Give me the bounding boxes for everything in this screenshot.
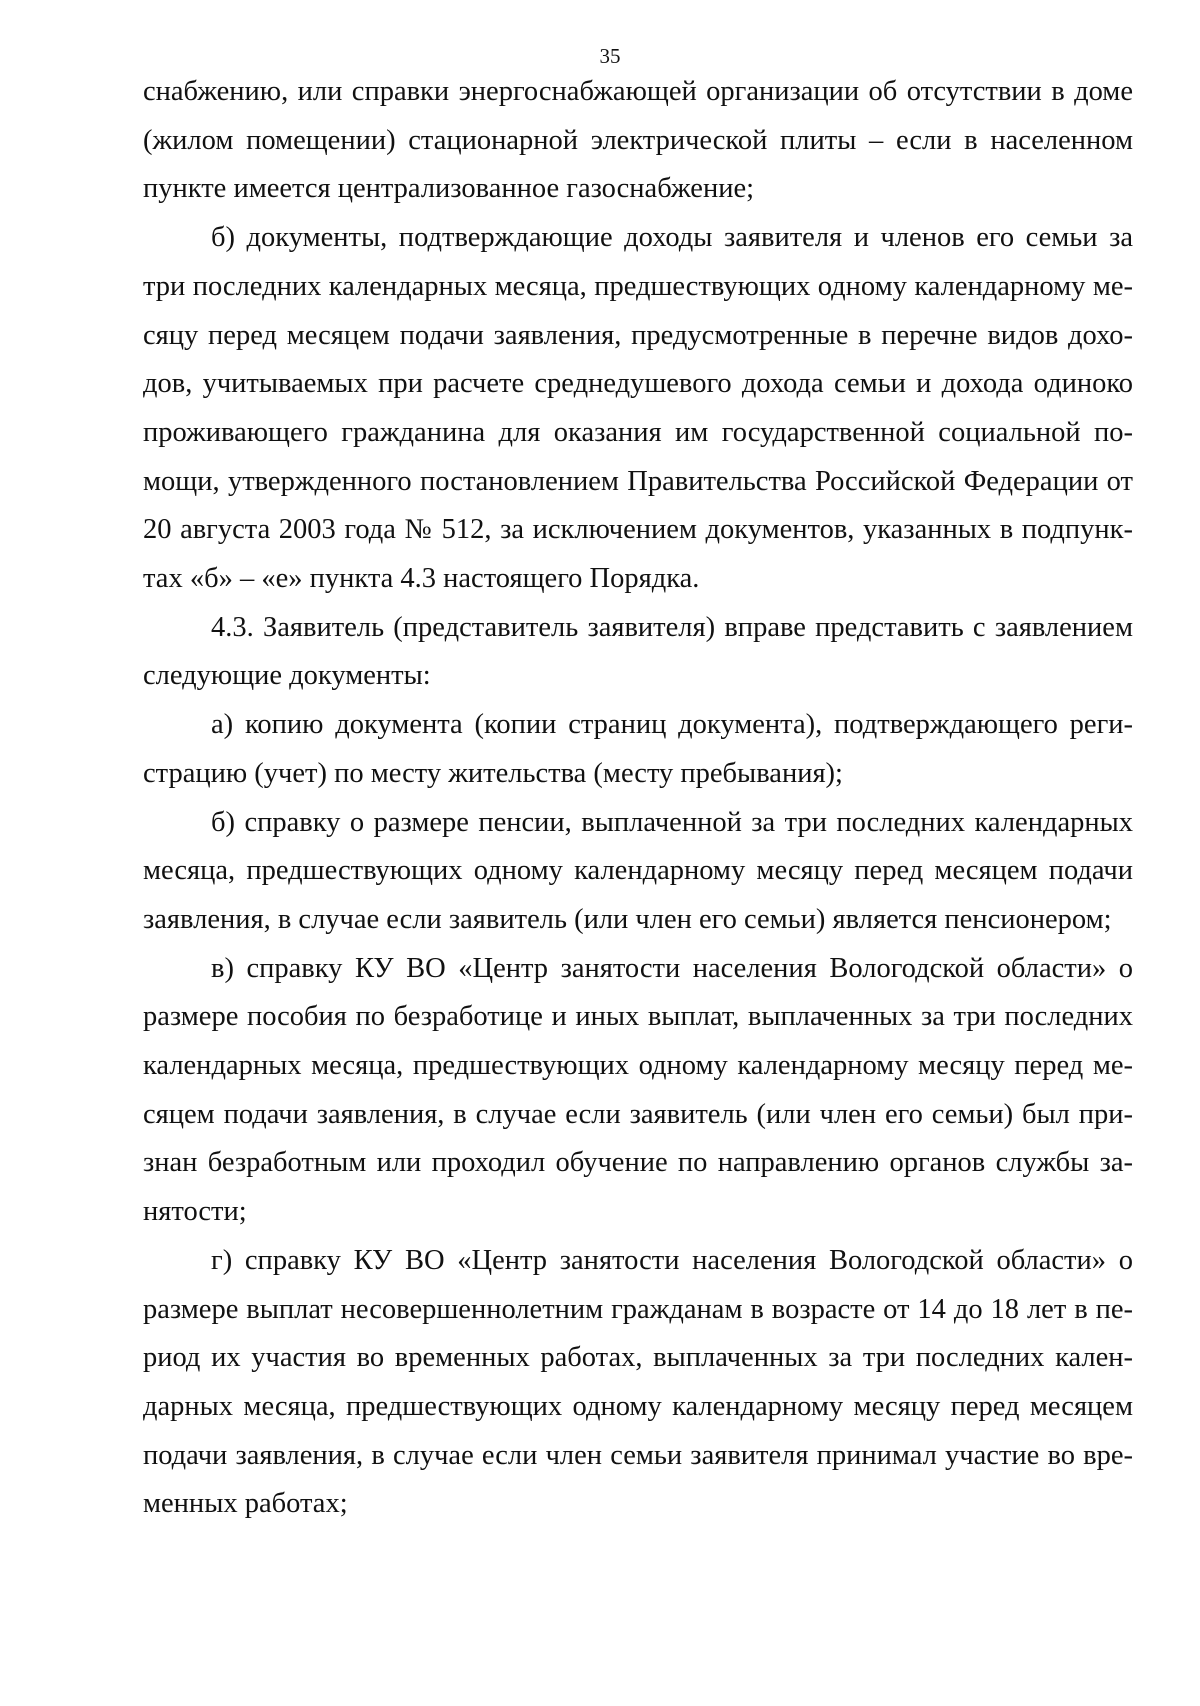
text-line: размере пособия по безработице и иных выплат, выплаченных за три последних xyxy=(143,1001,1133,1033)
text-line: в) справку КУ ВО «Центр занятости населения Вологодской области» о xyxy=(211,952,1133,984)
text-line: а) копию документа (копии страниц документа), подтверждающего реги- xyxy=(211,709,1133,741)
text-line: 20 августа 2003 года № 512, за исключением документов, указанных в подпунк- xyxy=(143,514,1133,546)
paragraph xyxy=(143,701,1133,798)
paragraph xyxy=(143,945,1133,1237)
paragraph xyxy=(143,1237,1133,1529)
text-line: календарных месяца, предшествующих одному календарному месяцу перед ме- xyxy=(143,1050,1133,1082)
text-line: сяцу перед месяцем подачи заявления, предусмотренные в перечне видов дохо- xyxy=(143,319,1133,351)
text-line: мощи, утвержденного постановлением Правительства Российской Федерации от xyxy=(143,465,1133,497)
text-line: менных работах; xyxy=(143,1488,348,1520)
text-line: знан безработным или проходил обучение по направлению органов службы за- xyxy=(143,1147,1133,1179)
text-line: три последних календарных месяца, предшествующих одному календарному ме- xyxy=(143,270,1133,302)
paragraph xyxy=(143,214,1133,604)
text-line: риод их участия во временных работах, выплаченных за три последних кален- xyxy=(143,1342,1133,1374)
text-line: снабжению, или справки энергоснабжающей организации об отсутствии в доме xyxy=(143,76,1133,107)
text-line: дарных месяца, предшествующих одному календарному месяцу перед месяцем xyxy=(143,1390,1133,1422)
paragraph xyxy=(143,799,1133,945)
text-line: сяцем подачи заявления, в случае если заявитель (или член его семьи) был при- xyxy=(143,1098,1133,1130)
text-line: пункте имеется централизованное газоснабжение; xyxy=(143,173,755,205)
text-line: б) справку о размере пенсии, выплаченной за три последних календарных xyxy=(211,806,1133,838)
text-line: нятости; xyxy=(143,1196,247,1228)
text-line: проживающего гражданина для оказания им государственной социальной по- xyxy=(143,416,1133,448)
text-line: страцию (учет) по месту жительства (месту пребывания); xyxy=(143,757,843,789)
text-line: (жилом помещении) стационарной электрической плиты – если в населенном xyxy=(143,124,1133,156)
page-body xyxy=(143,68,1133,1529)
text-line: б) документы, подтверждающие доходы заявителя и членов его семьи за xyxy=(211,222,1133,254)
text-line: заявления, в случае если заявитель (или член его семьи) является пенсионером; xyxy=(143,903,1112,935)
paragraph xyxy=(143,68,1133,214)
text-line: 4.3. Заявитель (представитель заявителя) вправе представить с заявлением xyxy=(211,611,1133,643)
page-number: 35 xyxy=(599,44,621,68)
text-line: подачи заявления, в случае если член семьи заявителя принимал участие во вре- xyxy=(143,1439,1133,1471)
text-line: тах «б» – «е» пункта 4.3 настоящего Порядка. xyxy=(143,563,700,595)
paragraph xyxy=(143,604,1133,701)
text-line: дов, учитываемых при расчете среднедушевого дохода семьи и дохода одиноко xyxy=(143,368,1133,400)
text-line: месяца, предшествующих одному календарному месяцу перед месяцем подачи xyxy=(143,855,1133,887)
text-line: г) справку КУ ВО «Центр занятости населения Вологодской области» о xyxy=(211,1244,1133,1276)
text-line: следующие документы: xyxy=(143,660,431,692)
text-line: размере выплат несовершеннолетним гражданам в возрасте от 14 до 18 лет в пе- xyxy=(143,1293,1133,1325)
